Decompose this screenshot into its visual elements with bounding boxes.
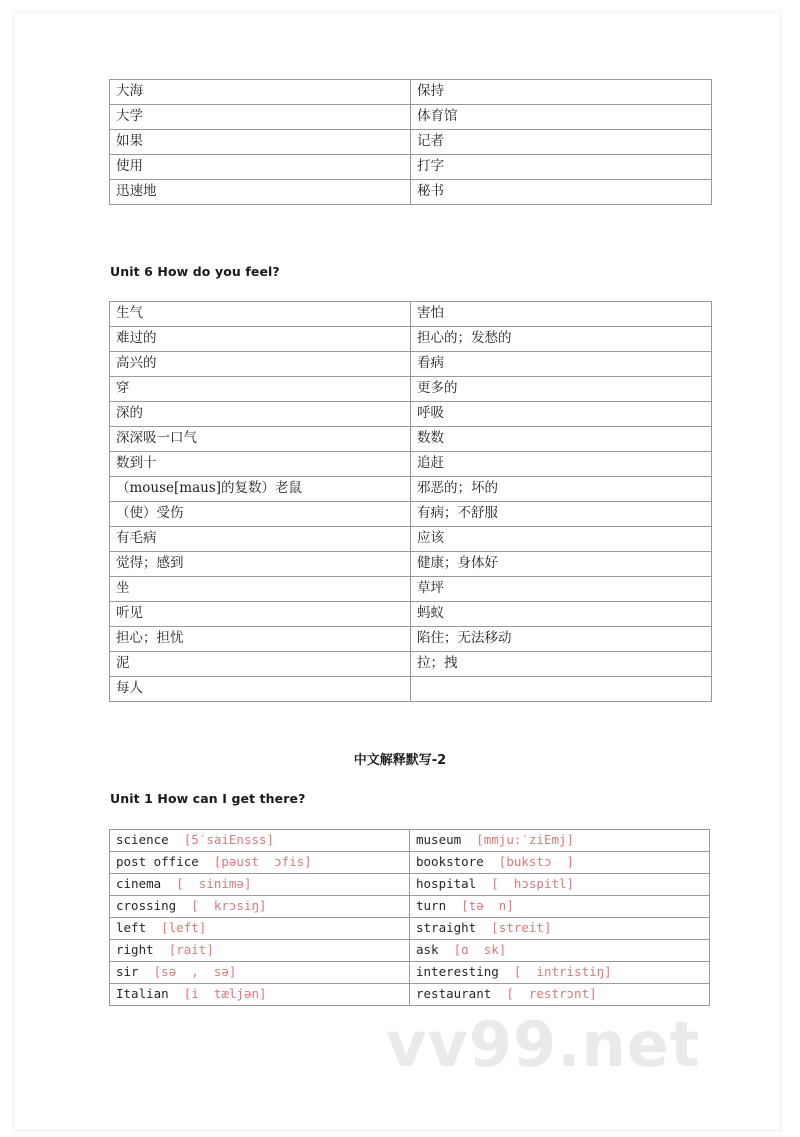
- heading-unit-6: Unit 6 How do you feel?: [110, 264, 280, 279]
- table-cell-right: 陷住；无法移动: [411, 627, 712, 652]
- table-row: [110, 155, 712, 180]
- table-cell-left: 担心；担忧: [110, 627, 411, 652]
- table-row: [110, 602, 712, 627]
- phonetic-cell-left: [110, 962, 410, 984]
- phonetic-cell-right: [410, 874, 710, 896]
- table-cell-left: 穿: [110, 377, 411, 402]
- table-cell-left: 听见: [110, 602, 411, 627]
- table-row: [110, 552, 712, 577]
- table-cell-right: 呼吸: [411, 402, 712, 427]
- phonetic-transcription: [ intristiŋ]: [513, 964, 612, 979]
- english-word: restaurant: [416, 986, 492, 1001]
- table-row: [110, 984, 710, 1006]
- vocabulary-table-top-body: [110, 80, 712, 205]
- phonetic-cell-right: [410, 918, 710, 940]
- phonetic-cell-left: [110, 830, 410, 852]
- english-word: Italian: [116, 986, 169, 1001]
- table-row: [110, 477, 712, 502]
- table-row: [110, 677, 712, 702]
- table-cell-right: 拉；拽: [411, 652, 712, 677]
- phonetic-cell-right: [410, 962, 710, 984]
- table-cell-right: 应该: [411, 527, 712, 552]
- phonetic-transcription: [i tæljən]: [183, 986, 267, 1001]
- table-cell-left: 数到十: [110, 452, 411, 477]
- table-cell-left: 每人: [110, 677, 411, 702]
- table-row: [110, 180, 712, 205]
- english-word: bookstore: [416, 854, 484, 869]
- phonetic-transcription: [ sinimə]: [176, 876, 252, 891]
- english-word: cinema: [116, 876, 162, 891]
- table-row: [110, 352, 712, 377]
- vocabulary-table-unit-6: [109, 301, 712, 702]
- english-word: post office: [116, 854, 199, 869]
- table-row: [110, 327, 712, 352]
- table-cell-right: 打字: [411, 155, 712, 180]
- english-word: interesting: [416, 964, 499, 979]
- phonetic-transcription: [tə n]: [461, 898, 514, 913]
- table-cell-left: （使）受伤: [110, 502, 411, 527]
- phonetic-transcription: [pəust ɔfis]: [213, 854, 312, 869]
- heading-unit-1: Unit 1 How can I get there?: [110, 791, 306, 806]
- phonetic-transcription: [sə , sə]: [153, 964, 237, 979]
- phonetic-transcription: [5′saiEnsss]: [183, 832, 275, 847]
- table-row: [110, 80, 712, 105]
- table-row: [110, 577, 712, 602]
- table-cell-left: 生气: [110, 302, 411, 327]
- table-row: [110, 852, 710, 874]
- table-cell-right: 邪恶的；坏的: [411, 477, 712, 502]
- phonetic-cell-left: [110, 984, 410, 1006]
- table-row: [110, 527, 712, 552]
- phonetic-cell-left: [110, 896, 410, 918]
- table-row: [110, 427, 712, 452]
- table-cell-right: 更多的: [411, 377, 712, 402]
- english-word: science: [116, 832, 169, 847]
- table-cell-right: 健康；身体好: [411, 552, 712, 577]
- table-row: [110, 452, 712, 477]
- phonetic-cell-right: [410, 830, 710, 852]
- table-cell-left: 大海: [110, 80, 411, 105]
- phonetic-cell-right: [410, 984, 710, 1006]
- table-cell-right: 担心的；发愁的: [411, 327, 712, 352]
- table-row: [110, 302, 712, 327]
- table-cell-right: 害怕: [411, 302, 712, 327]
- table-cell-left: 迅速地: [110, 180, 411, 205]
- phonetic-cell-right: [410, 940, 710, 962]
- table-row: [110, 874, 710, 896]
- vocabulary-table-unit-6-body: [110, 302, 712, 702]
- phonetic-transcription: [streit]: [491, 920, 552, 935]
- phonetic-transcription: [rait]: [168, 942, 214, 957]
- table-row: [110, 896, 710, 918]
- table-row: [110, 940, 710, 962]
- table-cell-left: （mouse[maus]的复数）老鼠: [110, 477, 411, 502]
- table-cell-right: 有病；不舒服: [411, 502, 712, 527]
- phonetic-transcription: [bukstɔ ]: [498, 854, 575, 869]
- table-row: [110, 105, 712, 130]
- english-word: hospital: [416, 876, 477, 891]
- table-cell-right: 看病: [411, 352, 712, 377]
- table-cell-left: 有毛病: [110, 527, 411, 552]
- table-cell-left: 如果: [110, 130, 411, 155]
- table-cell-left: 坐: [110, 577, 411, 602]
- english-word: crossing: [116, 898, 177, 913]
- site-watermark: vv99.net: [386, 1008, 701, 1081]
- phonetic-transcription: [mmju:′ziEmj]: [476, 832, 575, 847]
- phonetic-transcription: [ hɔspitl]: [491, 876, 575, 891]
- phonetic-transcription: [ restrɔnt]: [506, 986, 597, 1001]
- table-row: [110, 652, 712, 677]
- table-cell-left: 高兴的: [110, 352, 411, 377]
- table-cell-left: 深的: [110, 402, 411, 427]
- table-cell-left: 大学: [110, 105, 411, 130]
- table-row: [110, 502, 712, 527]
- table-cell-right: 体育馆: [411, 105, 712, 130]
- phonetic-transcription: [left]: [161, 920, 207, 935]
- table-cell-right: [411, 677, 712, 702]
- phonetic-transcription: [ɑ sk]: [453, 942, 507, 957]
- table-cell-right: 数数: [411, 427, 712, 452]
- table-row: [110, 377, 712, 402]
- phonetic-cell-right: [410, 852, 710, 874]
- english-word: straight: [416, 920, 477, 935]
- table-cell-left: 难过的: [110, 327, 411, 352]
- phonetics-table-unit-1-body: [110, 830, 710, 1006]
- table-row: [110, 830, 710, 852]
- table-row: [110, 402, 712, 427]
- table-row: [110, 130, 712, 155]
- table-cell-left: 泥: [110, 652, 411, 677]
- table-row: [110, 918, 710, 940]
- table-row: [110, 627, 712, 652]
- table-cell-left: 觉得；感到: [110, 552, 411, 577]
- english-word: ask: [416, 942, 439, 957]
- english-word: left: [116, 920, 147, 935]
- phonetic-cell-left: [110, 852, 410, 874]
- table-cell-right: 保持: [411, 80, 712, 105]
- table-cell-right: 追赶: [411, 452, 712, 477]
- english-word: turn: [416, 898, 447, 913]
- table-row: [110, 962, 710, 984]
- english-word: right: [116, 942, 154, 957]
- table-cell-left: 使用: [110, 155, 411, 180]
- table-cell-right: 秘书: [411, 180, 712, 205]
- phonetic-transcription: [ krɔsiŋ]: [191, 898, 267, 913]
- english-word: museum: [416, 832, 462, 847]
- table-cell-right: 蚂蚁: [411, 602, 712, 627]
- phonetic-cell-left: [110, 940, 410, 962]
- table-cell-left: 深深吸一口气: [110, 427, 411, 452]
- english-word: sir: [116, 964, 139, 979]
- vocabulary-table-top: [109, 79, 712, 205]
- table-cell-right: 记者: [411, 130, 712, 155]
- phonetic-cell-left: [110, 918, 410, 940]
- phonetic-cell-right: [410, 896, 710, 918]
- phonetics-table-unit-1: [109, 829, 710, 1006]
- table-cell-right: 草坪: [411, 577, 712, 602]
- page-title: 中文解释默写-2: [353, 753, 447, 768]
- phonetic-cell-left: [110, 874, 410, 896]
